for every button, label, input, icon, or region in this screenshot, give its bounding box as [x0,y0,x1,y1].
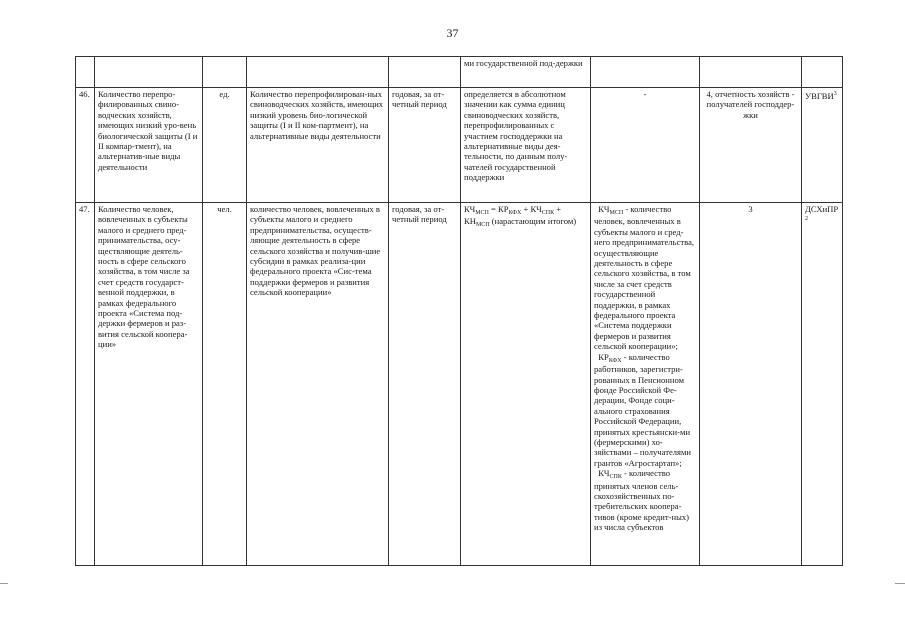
table-row [76,57,843,88]
resp-text: УВГВИ [805,90,834,101]
variable-definition: $КЧ_{СПК}$ - количество принятых членов сель-скохозяйственных по-требительских коопера-тивов (кроме кредит-ных) из числа субъектов [594,468,690,533]
cell-unit: ед. [203,88,247,203]
cell-name: Количество перепро-филированных свино-водческих хозяйств, имеющих низкий уро-вень биологической защиты (I и II компар-тмент), на альтернатив-ные виды деятельности [95,88,203,203]
cell-count: 4, отчетность хозяйств - получателей господдер-жки [700,88,802,203]
scan-edge-mark [895,583,905,584]
cell-num: 47. [76,203,95,566]
cell-method [461,203,591,566]
cell-name [95,57,203,88]
cell-resp [802,203,843,566]
cell-resp [802,57,843,88]
indicators-table [75,56,843,566]
table-row [76,203,843,566]
cell-num: 46. [76,88,95,203]
resp-footnote: 2 [805,216,808,223]
cell-method: определяется в абсолютном значении как сумма единиц свиноводческих хозяйств, перепрофилированных с участием господдержки на альтернативные виды дея-тельности, по данным полу-чателей государственной поддержки [461,88,591,203]
resp-text: ДСХиПР [805,204,839,214]
resp-footnote: 3 [833,91,837,97]
variable-definition: $КР_{КФХ}$ - количество работников, зарегистри-рованных в Пенсионном фонде Российской Фе-дерации, Фонде соци-ального страхования Российской Федерации, принятых крестьянски-ми (фермерскими) хо-зяйствами – получателями грантов «Агростартап»; [594,351,692,468]
cell-name: Количество человек, вовлеченных в субъекты малого и среднего пред-принимательства, осу-ществляющие деятель-ность в сфере сельского хозяйства, в том числе за счет средств государст-венной поддержки, в рамках федерального проекта «Система под-держки фермеров и раз-вития сельской коопера-ции» [95,203,203,566]
cell-period: годовая, за от-четный период [389,88,461,203]
formula: $КЧ_{МСП} = КР_{КФХ} + КЧ_{СПК} + КН_{МСП}$ (нарастающим итогом) [464,204,577,229]
cell-basic: - [591,88,700,203]
cell-period [389,57,461,88]
cell-unit [203,57,247,88]
cell-definition: Количество перепрофилирован-ных свиноводческих хозяйств, имеющих низкий уровень био-логической защиты (I и II ком-партмент), на альтернативные виды деятельности [247,88,389,203]
variable-definition: $КЧ_{МСП}$ - количество человек, вовлеченных в субъекты малого и сред-него предпринимательства, осуществляющие деятельность в сфере сельского хозяйства, в том числе за счет средств государственной поддержки, в рамках федерального проекта «Система поддержки фермеров и развития сельской кооперации»; [594,204,695,352]
cell-method: ми государственной под-держки [461,57,591,88]
cell-period: годовая, за от-четный период [389,203,461,566]
cell-count [700,57,802,88]
cell-definition: количество человек, вовлеченных в субъекты малого и среднего предпринимательства, осуществ-ляющие деятельность в сфере сельского хозяйства и получив-шие субсидии в рамках реализа-ции федерального проекта «Сис-тема поддержки фермеров и развития сельской кооперации» [247,203,389,566]
cell-basic [591,203,700,566]
cell-num [76,57,95,88]
page-number: 37 [446,26,459,40]
cell-basic [591,57,700,88]
cell-resp [802,88,843,203]
cell-count: 3 [700,203,802,566]
table-row [76,88,843,203]
scan-edge-mark [0,583,8,584]
cell-unit: чел. [203,203,247,566]
cell-definition [247,57,389,88]
